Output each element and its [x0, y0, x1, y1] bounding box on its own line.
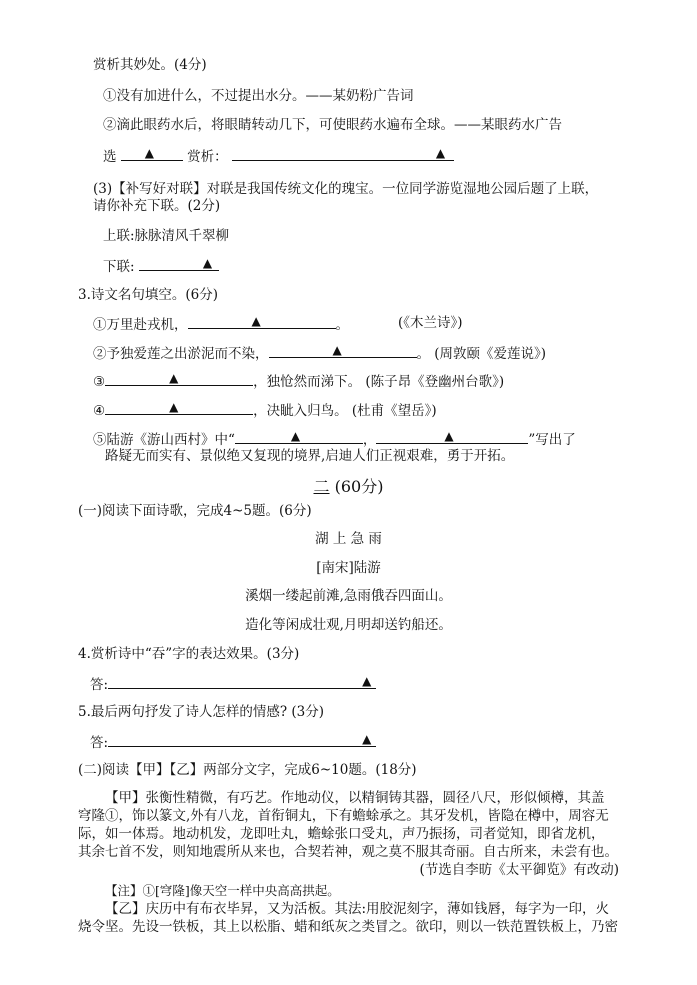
text: ④	[93, 403, 106, 419]
triangle-marker-icon: ▲	[332, 343, 342, 357]
poem-line: 溪烟一缕起前滩,急雨俄吞四面山。	[245, 588, 452, 604]
answer-line	[90, 674, 376, 694]
answer-blank[interactable]	[376, 429, 528, 444]
answer-blank[interactable]	[235, 429, 363, 444]
label: 选	[103, 149, 117, 165]
answer-blank[interactable]	[139, 256, 219, 271]
passage-line: 穹隆①，饰以篆文,外有八龙，首衔铜丸，下有蟾蜍承之。其牙发机，皆隐在樽中，周容无	[78, 808, 609, 824]
fill-line	[93, 429, 576, 449]
triangle-marker-icon: ▲	[169, 400, 179, 414]
passage-line: 烧令坚。先设一铁板，其上以松脂、蜡和纸灰之类冒之。欲印，则以一铁范置铁板上，乃密	[78, 919, 618, 935]
fill-line	[93, 314, 349, 334]
triangle-marker-icon: ▲	[202, 256, 213, 270]
triangle-marker-icon: ▲	[435, 146, 446, 160]
answer-blank[interactable]	[105, 400, 253, 415]
label: 下联:	[103, 259, 135, 275]
text: ②予独爱莲之出淤泥而不染，	[93, 346, 269, 362]
triangle-marker-icon: ▲	[362, 674, 372, 688]
fill-line	[93, 343, 546, 363]
answer-blank[interactable]	[269, 343, 417, 358]
text-line: 路疑无而实有、景似绝又复现的境界,启迪人们正视艰难，勇于开拓。	[105, 448, 515, 464]
question-heading: 3.诗文名句填空。(6分)	[78, 287, 219, 303]
text: ”写出了	[528, 432, 576, 448]
text: 。 (周敦颐《爱莲说》)	[416, 346, 547, 362]
label: 答:	[90, 677, 109, 693]
question-heading: 4.赏析诗中“吞”字的表达效果。(3分)	[78, 646, 300, 662]
passage-line: 其余七首不发，则知地震所从来也，合契若神，观之莫不服其奇丽。自古所来，未尝有也。	[78, 844, 618, 860]
text-line: ①没有加进什么，不过提出水分。——某奶粉广告词	[103, 88, 414, 104]
answer-blank[interactable]	[105, 371, 253, 386]
answer-blank[interactable]	[108, 674, 376, 689]
text: 。	[335, 317, 349, 333]
answer-line	[90, 732, 376, 752]
triangle-marker-icon: ▲	[251, 314, 261, 328]
answer-blank[interactable]	[121, 146, 183, 161]
triangle-marker-icon: ▲	[169, 371, 179, 385]
answer-blank[interactable]	[108, 732, 376, 747]
source-citation: (节选自李昉《太平御览》有改动)	[419, 862, 619, 878]
answer-blank[interactable]	[188, 314, 336, 329]
answer-line	[103, 256, 219, 276]
text-line: 赏析其妙处。(4分)	[93, 57, 207, 73]
section-score: (60分)	[334, 477, 384, 496]
question-heading: 5.最后两句抒发了诗人怎样的情感? (3分)	[78, 704, 325, 720]
text: ，独怆然而涕下。 (陈子昂《登幽州台歌》)	[253, 374, 505, 390]
text-line: 请你补充下联。(2分)	[93, 198, 221, 214]
text-line: 上联:脉脉清风千翠柳	[103, 228, 230, 244]
text-line: ②滴此眼药水后，将眼睛转动几下，可使眼药水遍布全球。——某眼药水广告	[103, 117, 562, 133]
triangle-marker-icon: ▲	[290, 429, 301, 443]
fill-line	[93, 400, 437, 420]
poem-line: 造化等闲成壮观,月明却送钓船还。	[245, 617, 452, 633]
fill-line	[93, 371, 504, 391]
triangle-marker-icon: ▲	[362, 732, 372, 746]
section-number: 二	[313, 477, 330, 496]
passage-line: 【乙】庆历中有布衣毕昇，又为活板。其法:用胶泥刻字，薄如钱唇，每字为一印，火	[105, 901, 610, 917]
triangle-marker-icon: ▲	[444, 429, 454, 443]
annotation-note: 【注】①[穹隆]像天空一样中央高高拱起。	[105, 883, 340, 898]
label: 赏析：	[187, 149, 228, 165]
text: ，决眦入归鸟。 (杜甫《望岳》)	[253, 403, 437, 419]
text: ③	[93, 374, 106, 390]
answer-blank[interactable]	[232, 146, 454, 161]
answer-line	[103, 146, 454, 166]
passage-line: 际，如一体焉。地动机发，龙即吐丸，蟾蜍张口受丸，声乃振扬，司者觉知，即省龙机，	[78, 826, 605, 842]
text: ⑤陆游《游山西村》中“	[93, 432, 235, 448]
text: ①万里赴戎机，	[93, 317, 188, 333]
text-line: (二)阅读【甲】【乙】两部分文字，完成6~10题。(18分)	[78, 762, 417, 778]
poem-title: 湖 上 急 雨	[315, 531, 382, 547]
poem-author: [南宋]陆游	[316, 560, 381, 576]
label: 答:	[90, 735, 109, 751]
text: ，	[362, 432, 377, 448]
text-line: (3)【补写好对联】对联是我国传统文化的瑰宝。一位同学游览湿地公园后题了上联，	[93, 181, 599, 197]
source-label: (《木兰诗》)	[398, 315, 463, 331]
passage-line: 【甲】张衡性精微，有巧艺。作地动仪，以精铜铸其器，圆径八尺，形似倾樽，其盖	[105, 790, 605, 806]
text-line: (一)阅读下面诗歌，完成4~5题。(6分)	[78, 503, 312, 519]
section-heading	[0, 478, 697, 496]
triangle-marker-icon: ▲	[144, 146, 155, 160]
